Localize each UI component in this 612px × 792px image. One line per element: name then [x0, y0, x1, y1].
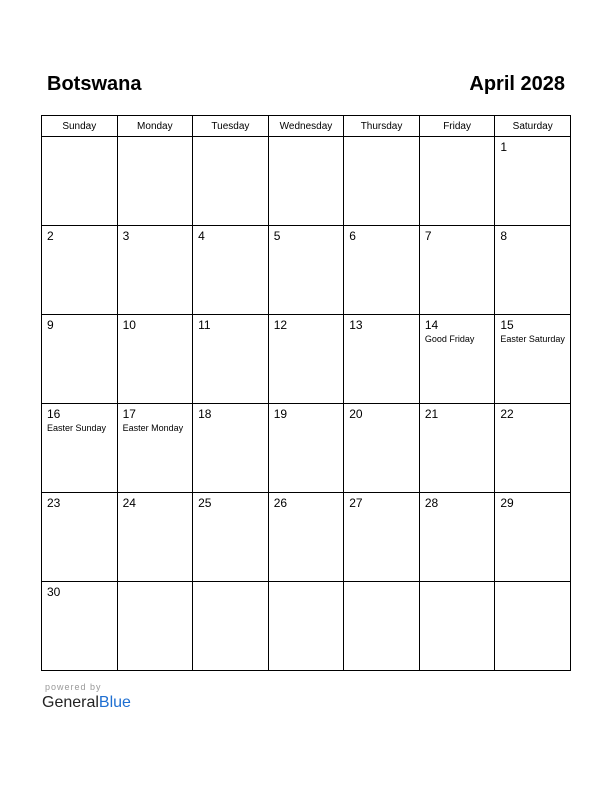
weekday-header: Saturday — [495, 116, 571, 137]
calendar-day-cell — [42, 493, 118, 582]
day-number: 29 — [500, 496, 514, 510]
calendar-day-cell — [419, 315, 495, 404]
day-number: 16 — [47, 407, 61, 421]
calendar-day-cell — [268, 582, 344, 671]
brand-name-part1: General — [42, 694, 99, 711]
calendar-body — [42, 137, 571, 671]
calendar-week-row — [42, 404, 571, 493]
calendar-day-cell — [42, 582, 118, 671]
calendar-country-title: Botswana — [47, 73, 142, 95]
day-number: 19 — [273, 407, 288, 421]
calendar-week-row — [42, 137, 571, 226]
calendar-day-cell — [495, 315, 571, 404]
day-number: 9 — [47, 318, 54, 332]
calendar-day-cell — [117, 404, 193, 493]
weekday-header: Monday — [117, 116, 193, 137]
calendar-day-cell — [117, 315, 193, 404]
calendar-day-cell — [495, 226, 571, 315]
weekday-header: Sunday — [42, 116, 118, 137]
calendar-day-cell — [495, 582, 571, 671]
weekday-header-row — [42, 116, 571, 137]
day-number: 15 — [500, 318, 514, 332]
day-number: 5 — [273, 229, 281, 243]
calendar-day-cell — [495, 493, 571, 582]
day-number: 18 — [198, 407, 212, 421]
brand-name-part2: Blue — [98, 694, 131, 711]
calendar-day-cell — [42, 404, 118, 493]
holiday-label: Easter Sunday — [47, 423, 107, 433]
day-number: 3 — [122, 229, 130, 243]
day-number: 17 — [122, 407, 136, 421]
calendar-day-cell — [419, 226, 495, 315]
calendar-day-cell — [193, 404, 269, 493]
calendar-month-title: April 2028 — [469, 73, 565, 95]
holiday-label: Easter Saturday — [500, 334, 565, 344]
day-number: 25 — [198, 496, 212, 510]
calendar-day-cell — [268, 315, 344, 404]
calendar-day-cell — [268, 226, 344, 315]
day-number: 28 — [424, 496, 439, 510]
calendar-day-cell — [344, 226, 420, 315]
day-number: 10 — [122, 318, 136, 332]
calendar-day-cell — [419, 582, 495, 671]
day-number: 14 — [424, 318, 439, 332]
calendar-day-cell — [344, 582, 420, 671]
calendar-day-cell — [42, 226, 118, 315]
day-number: 7 — [424, 229, 432, 243]
day-number: 20 — [349, 407, 363, 421]
calendar-day-cell — [42, 137, 118, 226]
calendar-week-row — [42, 582, 571, 671]
day-number: 6 — [349, 229, 356, 243]
calendar-week-row — [42, 315, 571, 404]
calendar-day-cell — [344, 137, 420, 226]
calendar-day-cell — [419, 404, 495, 493]
calendar-day-cell — [42, 315, 118, 404]
calendar-day-cell — [344, 315, 420, 404]
calendar-day-cell — [419, 493, 495, 582]
calendar-day-cell — [268, 493, 344, 582]
calendar-grid — [41, 115, 571, 671]
weekday-header: Friday — [419, 116, 495, 137]
day-number: 22 — [500, 407, 514, 421]
calendar-day-cell — [193, 226, 269, 315]
day-number: 1 — [500, 140, 508, 154]
day-number: 26 — [273, 496, 288, 510]
calendar-day-cell — [495, 137, 571, 226]
day-number: 8 — [500, 229, 508, 243]
day-number: 23 — [47, 496, 61, 510]
brand-logo — [42, 694, 131, 712]
day-number: 11 — [198, 318, 211, 332]
day-number: 2 — [47, 229, 54, 243]
calendar-day-cell — [193, 493, 269, 582]
day-number: 24 — [122, 496, 136, 510]
day-number: 21 — [424, 407, 439, 421]
calendar-day-cell — [117, 226, 193, 315]
calendar-day-cell — [419, 137, 495, 226]
weekday-header: Wednesday — [268, 116, 344, 137]
weekday-header: Thursday — [344, 116, 420, 137]
calendar-day-cell — [495, 404, 571, 493]
calendar-day-cell — [268, 137, 344, 226]
day-number: 27 — [349, 496, 363, 510]
holiday-label: Easter Monday — [122, 423, 184, 433]
powered-by-label: powered by — [45, 682, 102, 692]
day-number: 13 — [349, 318, 363, 332]
calendar-day-cell — [193, 137, 269, 226]
calendar-week-row — [42, 226, 571, 315]
calendar-day-cell — [268, 404, 344, 493]
calendar-day-cell — [193, 582, 269, 671]
day-number: 30 — [47, 585, 61, 599]
weekday-header: Tuesday — [193, 116, 269, 137]
calendar-week-row — [42, 493, 571, 582]
day-number: 4 — [198, 229, 205, 243]
calendar-day-cell — [117, 137, 193, 226]
calendar-day-cell — [117, 493, 193, 582]
calendar-day-cell — [344, 404, 420, 493]
holiday-label: Good Friday — [424, 334, 475, 344]
calendar-day-cell — [344, 493, 420, 582]
calendar-day-cell — [193, 315, 269, 404]
calendar-day-cell — [117, 582, 193, 671]
day-number: 12 — [273, 318, 288, 332]
